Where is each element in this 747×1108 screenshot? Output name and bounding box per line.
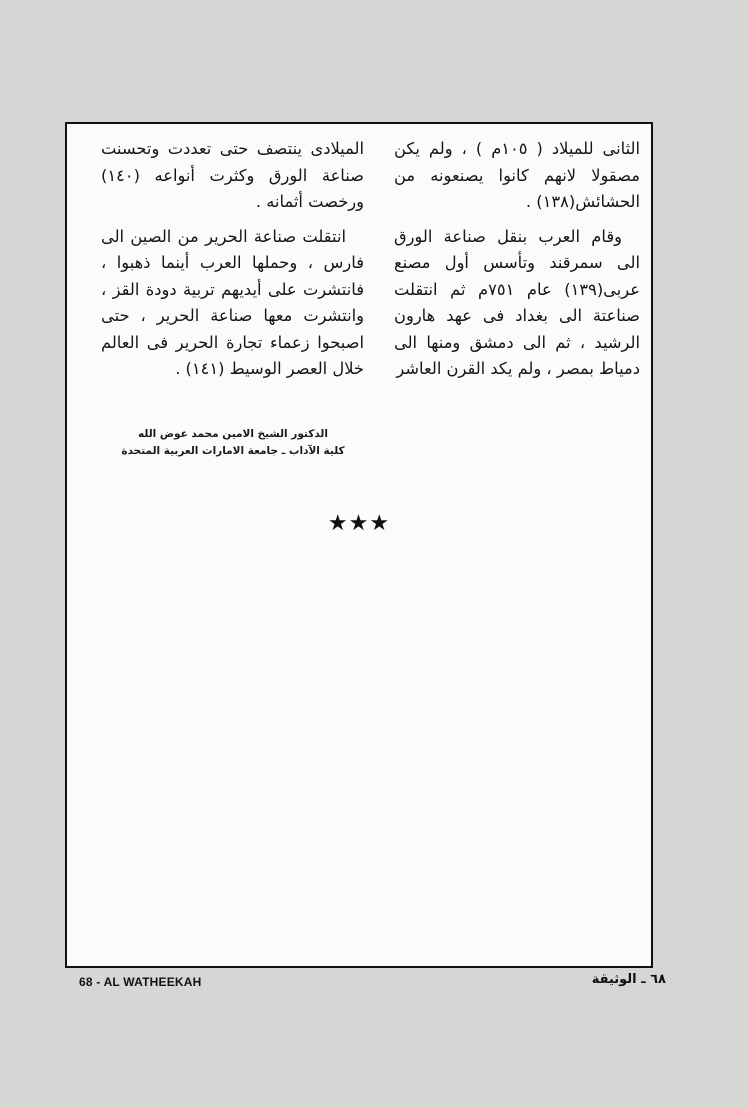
footer-page-label-english: 68 - AL WATHEEKAH xyxy=(79,975,202,989)
page-frame xyxy=(65,122,653,968)
right-paragraph-2: وقام العرب بنقل صناعة الورق الى سمرقند وتأسس أول مصنع عربى(١٣٩) عام ٧٥١م ثم انتقلت صناعتة الى بغداد فى عهد هارون الرشيد ، ثم الى دمشق ومنها الى دمياط بمصر ، ولم يكد القرن العاشر xyxy=(394,226,640,378)
right-column xyxy=(394,136,640,383)
author-name: الدكتور الشيخ الامين محمد عوض الله xyxy=(138,428,328,440)
footer-page-label-arabic: ٦٨ ـ الوثيقة xyxy=(591,972,666,987)
author-signature xyxy=(105,426,361,460)
left-paragraph-2: انتقلت صناعة الحرير من الصين الى فارس ، وحملها العرب أينما ذهبوا ، فانتشرت على أيديهم تربية دودة القز ، وانتشرت معها صناعة الحرير ، حتى اصبحوا زعماء تجارة الحرير فى العالم خلال العصر الوسيط (١٤١) . xyxy=(101,226,364,378)
author-affiliation: كلية الآداب ـ جامعة الامارات العربية المتحدة xyxy=(121,445,345,457)
left-paragraph-1: الميلادى ينتصف حتى تعددت وتحسنت صناعة الورق وكثرت أنواعه (١٤٠) ورخصت أثمانه . xyxy=(101,139,364,211)
section-separator-stars: ★★★ xyxy=(327,511,391,536)
left-column xyxy=(101,136,364,383)
right-paragraph-1: الثانى للميلاد ( ١٠٥م ) ، ولم يكن مصقولا لانهم كانوا يصنعونه من الحشائش(١٣٨) . xyxy=(394,139,640,211)
